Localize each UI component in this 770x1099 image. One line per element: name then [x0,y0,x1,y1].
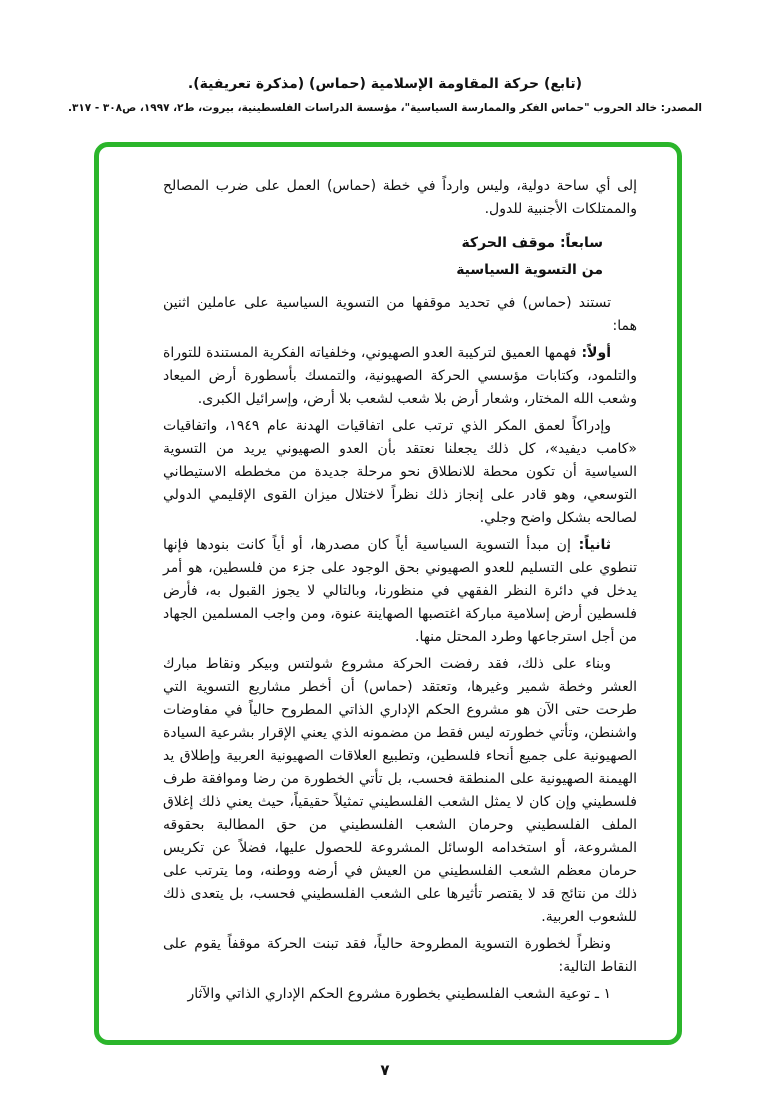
paragraph [163,933,637,979]
paragraph-text: ١ ـ توعية الشعب الفلسطيني بخطورة مشروع الحكم الإداري الذاتي والآثار [187,986,611,1002]
page-number: ٧ [380,1061,390,1079]
numbered-item [163,983,637,1006]
section-heading-line2: من التسوية السياسية [456,262,603,278]
paragraph-text: وبناء على ذلك، فقد رفضت الحركة مشروع شولتس وبيكر ونقاط مبارك العشر وخطة شمير وغيرها، وتعتقد (حماس) أن أخطر مشاريع التسوية التي طرحت حتى الآن هو مشروع الحكم الإداري الذاتي المطروح حالياً في مفاوضات واشنطن، وتأتي خطورته ليس فقط من مضمونه الذي يعني الإقرار بشرعية السيادة الصهيونية على جميع أنحاء فلسطين، وتطبيع العلاقات الصهيونية العربية وإطلاق يد الهيمنة الصهيونية على المنطقة فحسب، بل تأتي الخطورة من رضا وموافقة طرف فلسطيني وإن كان لا يمثل الشعب الفلسطيني تمثيلاً حقيقياً، حيث يعني ذلك إغلاق الملف الفلسطيني وحرمان الشعب الفلسطيني من حق المطالبة بحقوقه المشروعة، أو استخدامه الوسائل المشروعة للحصول عليها، فضلاً عن تكريس حرمان معظم الشعب الفلسطيني من العيش في أرضه ووطنه، وما يترتب على ذلك من نتائج قد لا يقتصر تأثيرها على الشعب الفلسطيني فحسب، بل يتعدى ذلك للشعوب العربية. [163,656,637,925]
paragraph-text: ونظراً لخطورة التسوية المطروحة حالياً، فقد تبنت الحركة موقفاً يقوم على النقاط التالية: [163,936,637,975]
document-title: (تابع) حركة المقاومة الإسلامية (حماس) (مذكرة تعريفية). [187,76,583,92]
paragraph-lead: ثانياً: [570,537,612,553]
paragraph [163,292,637,338]
paragraph-text: إن مبدأ التسوية السياسية أياً كان مصدرها، أو أياً كانت بنودها فإنها تنطوي على التسليم للعدو الصهيوني بحق الوجود على جزء من فلسطين، هو أمر يدخل في دائرة النظر الفقهي في منظورنا، وبالتالي لا يجوز القبول به، فأرض فلسطين أرض إسلامية مباركة اغتصبها الصهاينة عنوة، ومن واجب المسلمين الجهاد من أجل استرجاعها وطرد المحتل منها. [163,537,637,645]
paragraph [163,534,637,649]
paragraph [163,653,637,929]
paragraph-text: وإدراكاً لعمق المكر الذي ترتب على اتفاقيات الهدنة عام ١٩٤٩، واتفاقيات «كامب ديفيد»، كل ذلك يجعلنا نعتقد بأن العدو الصهيوني يريد من التسوية السياسية أن تكون محطة للانطلاق نحو مرحلة جديدة من مخططه الاستيطاني التوسعي، وهو قادر على إنجاز ذلك نظراً لاختلال ميزان القوى الإقليمي الدولي لصالحه بشكل واضح وجلي. [163,418,637,526]
paragraph [163,175,637,221]
paragraph-text: تستند (حماس) في تحديد موقفها من التسوية السياسية على عاملين اثنين هما: [163,295,637,334]
green-border-frame [94,142,682,1045]
paragraph-text: إلى أي ساحة دولية، وليس وارداً في خطة (حماس) العمل على ضرب المصالح والممتلكات الأجنبية للدول. [163,178,637,217]
paragraph-text: فهمها العميق لتركيبة العدو الصهيوني، وخلفياته الفكرية المستندة للتوراة والتلمود، وكتابات مؤسسي الحركة الصهيونية، والتمسك بأسطورة أرض الميعاد وشعب الله المختار، وشعار أرض بلا شعب لشعب بلا أرض، وإسرائيل الكبرى. [163,345,637,407]
section-heading [163,230,637,284]
section-heading-line1: سابعاً: موقف الحركة [461,235,603,251]
paragraph [163,342,637,411]
paragraph-lead: أولاً: [576,345,611,361]
body-text [163,175,637,1006]
paragraph [163,415,637,530]
source-line: المصدر: خالد الحروب "حماس الفكر والممارسة السياسية"، مؤسسة الدراسات الفلسطينية، بيروت، ط٢، ١٩٩٧، ص٣٠٨ - ٣١٧. [67,102,703,114]
